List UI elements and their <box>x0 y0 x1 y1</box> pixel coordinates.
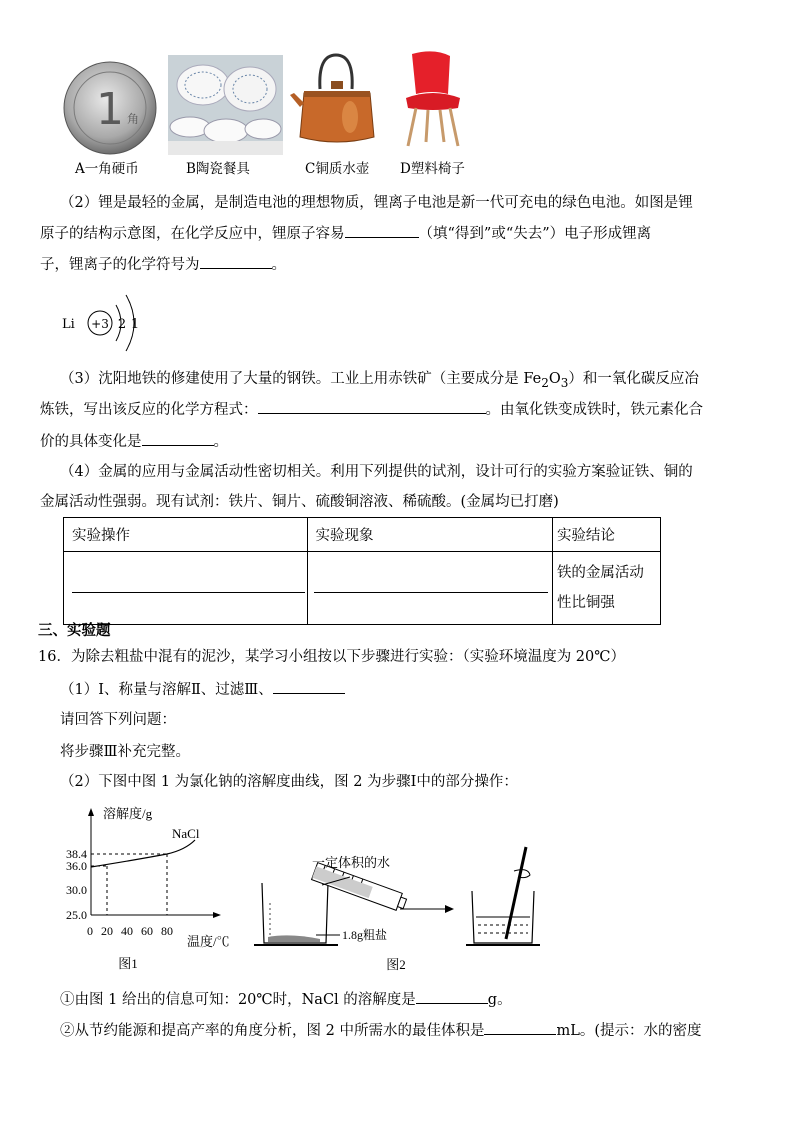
q16-blank-solubility[interactable] <box>416 989 488 1004</box>
fig1-ytick-0: 38.4 <box>66 847 87 861</box>
image-plastic-chair <box>398 50 468 150</box>
fig1-xtick-0: 0 <box>87 924 93 938</box>
fig1-nacl-curve <box>91 840 195 867</box>
lithium-atom-diagram <box>60 285 160 360</box>
q3-blank-equation[interactable] <box>258 399 486 414</box>
q4-line1: （4）金属的应用与金属活动性密切相关。利用下列提供的试剂，设计可行的实验方案验证铁、铜的 <box>60 464 693 480</box>
coin-sub: 角 <box>127 112 140 126</box>
fig1-ytick-3: 25.0 <box>66 908 87 922</box>
q3-line2 <box>40 398 703 419</box>
figure-1-solubility-chart <box>55 798 245 970</box>
q16-sub1 <box>60 988 512 1009</box>
q16-sub2-end: mL。(提示：水的密度 <box>556 1023 702 1039</box>
q3-blank-valence[interactable] <box>142 431 214 446</box>
q16-sub1-text: ①由图 1 给出的信息可知：20℃时，NaCl 的溶解度是 <box>60 992 416 1008</box>
caption-a: A一角硬币 <box>75 161 139 177</box>
caption-c: C铜质水壶 <box>305 161 370 177</box>
fig1-ylabel: 溶解度/g <box>103 806 153 821</box>
q16-sub2 <box>60 1019 702 1040</box>
q3-line3-text: 价的具体变化是 <box>40 434 142 450</box>
q2-line2 <box>40 222 651 243</box>
atom-symbol: Li <box>62 317 75 332</box>
q3-sub-2: 2 <box>541 375 549 390</box>
conclusion-line-1: 铁的金属活动 <box>556 565 644 581</box>
q2-blank-1[interactable] <box>345 223 419 238</box>
atom-shell-2: 1 <box>130 317 140 332</box>
table-header-conclusion: 实验结论 <box>552 518 660 552</box>
phenomenon-answer-line <box>314 592 548 593</box>
fig2-salt-label: 1.8g粗盐 <box>342 928 388 942</box>
fig1-ytick-2: 30.0 <box>66 883 87 897</box>
fig1-series-label: NaCl <box>172 826 200 841</box>
fig1-xtick-4: 80 <box>161 924 173 938</box>
coin-number: 1 <box>96 84 124 135</box>
q16-question-prompt: 请回答下列问题： <box>60 712 176 728</box>
section-title: 三、实验题 <box>38 622 111 639</box>
q16-sub1-end: g。 <box>487 992 512 1008</box>
q3-oxygen: O <box>548 371 561 387</box>
q16-part1 <box>60 678 345 699</box>
q3-line1-end: ）和一氧化碳反应冶 <box>568 371 699 387</box>
fig1-xtick-1: 20 <box>101 924 113 938</box>
q2-line2-text: 原子的结构示意图，在化学反应中，锂原子容易 <box>40 226 345 242</box>
atom-nucleus: +3 <box>91 317 109 331</box>
fig1-xtick-3: 60 <box>141 924 153 938</box>
image-coin <box>63 61 158 156</box>
conclusion-line-2: 性比铜强 <box>556 595 615 611</box>
q3-line1-text: （3）沈阳地铁的修建使用了大量的钢铁。工业上用赤铁矿（主要成分是 Fe <box>60 371 542 387</box>
image-ceramics <box>168 55 283 155</box>
table-header-operation: 实验操作 <box>64 518 308 552</box>
image-copper-kettle <box>290 47 384 155</box>
caption-d: D塑料椅子 <box>400 161 465 177</box>
q16-part2: （2）下图中图 1 为氯化钠的溶解度曲线，图 2 为步骤Ⅰ中的部分操作： <box>60 774 518 790</box>
q3-line2-end: 。由氧化铁变成铁时，铁元素化合 <box>485 402 703 418</box>
q16-part1-text: （1）Ⅰ、称量与溶解Ⅱ、过滤Ⅲ、 <box>60 682 273 698</box>
q3-line3 <box>40 430 228 451</box>
caption-b: B陶瓷餐具 <box>186 161 250 177</box>
table-cell-phenomenon[interactable] <box>307 552 552 625</box>
q16-complete-step: 将步骤Ⅲ补充完整。 <box>60 744 190 760</box>
q16-intro: 16．为除去粗盐中混有的泥沙，某学习小组按以下步骤进行实验：（实验环境温度为 20℃） <box>38 649 625 665</box>
q16-blank-step3[interactable] <box>273 679 345 694</box>
q2-blank-2[interactable] <box>200 254 272 269</box>
atom-shell-1: 2 <box>117 317 127 332</box>
experiment-table <box>63 517 661 625</box>
q3-line3-end: 。 <box>213 434 228 450</box>
q3-line2-text: 炼铁，写出该反应的化学方程式： <box>40 402 258 418</box>
q2-line3-end: 。 <box>271 257 286 273</box>
q2-line2-end: （填“得到”或“失去”）电子形成锂离 <box>418 226 652 242</box>
table-header-phenomenon: 实验现象 <box>307 518 552 552</box>
fig2-water-label: 一定体积的水 <box>312 855 391 870</box>
q2-line3-text: 子，锂离子的化学符号为 <box>40 257 200 273</box>
fig1-caption: 图1 <box>118 956 138 970</box>
table-cell-conclusion <box>552 552 660 625</box>
q2-line3 <box>40 253 286 274</box>
operation-answer-line <box>72 592 305 593</box>
fig2-caption: 图2 <box>386 957 406 972</box>
fig1-xtick-2: 40 <box>121 924 133 938</box>
q4-line2: 金属活动性强弱。现有试剂：铁片、铜片、硫酸铜溶液、稀硫酸。(金属均已打磨) <box>40 494 559 510</box>
figure-2-operation-diagram <box>250 845 550 973</box>
q16-blank-volume[interactable] <box>484 1020 556 1035</box>
fig1-xlabel: 温度/℃ <box>187 934 230 949</box>
q3-sub-3: 3 <box>560 375 569 390</box>
q16-sub2-text: ②从节约能源和提高产率的角度分析，图 2 中所需水的最佳体积是 <box>60 1023 485 1039</box>
table-cell-operation[interactable] <box>64 552 308 625</box>
q3-line1 <box>60 367 699 390</box>
q2-line1: （2）锂是最轻的金属，是制造电池的理想物质，锂离子电池是新一代可充电的绿色电池。如图是锂 <box>60 195 693 211</box>
fig1-ytick-1: 36.0 <box>66 859 87 873</box>
